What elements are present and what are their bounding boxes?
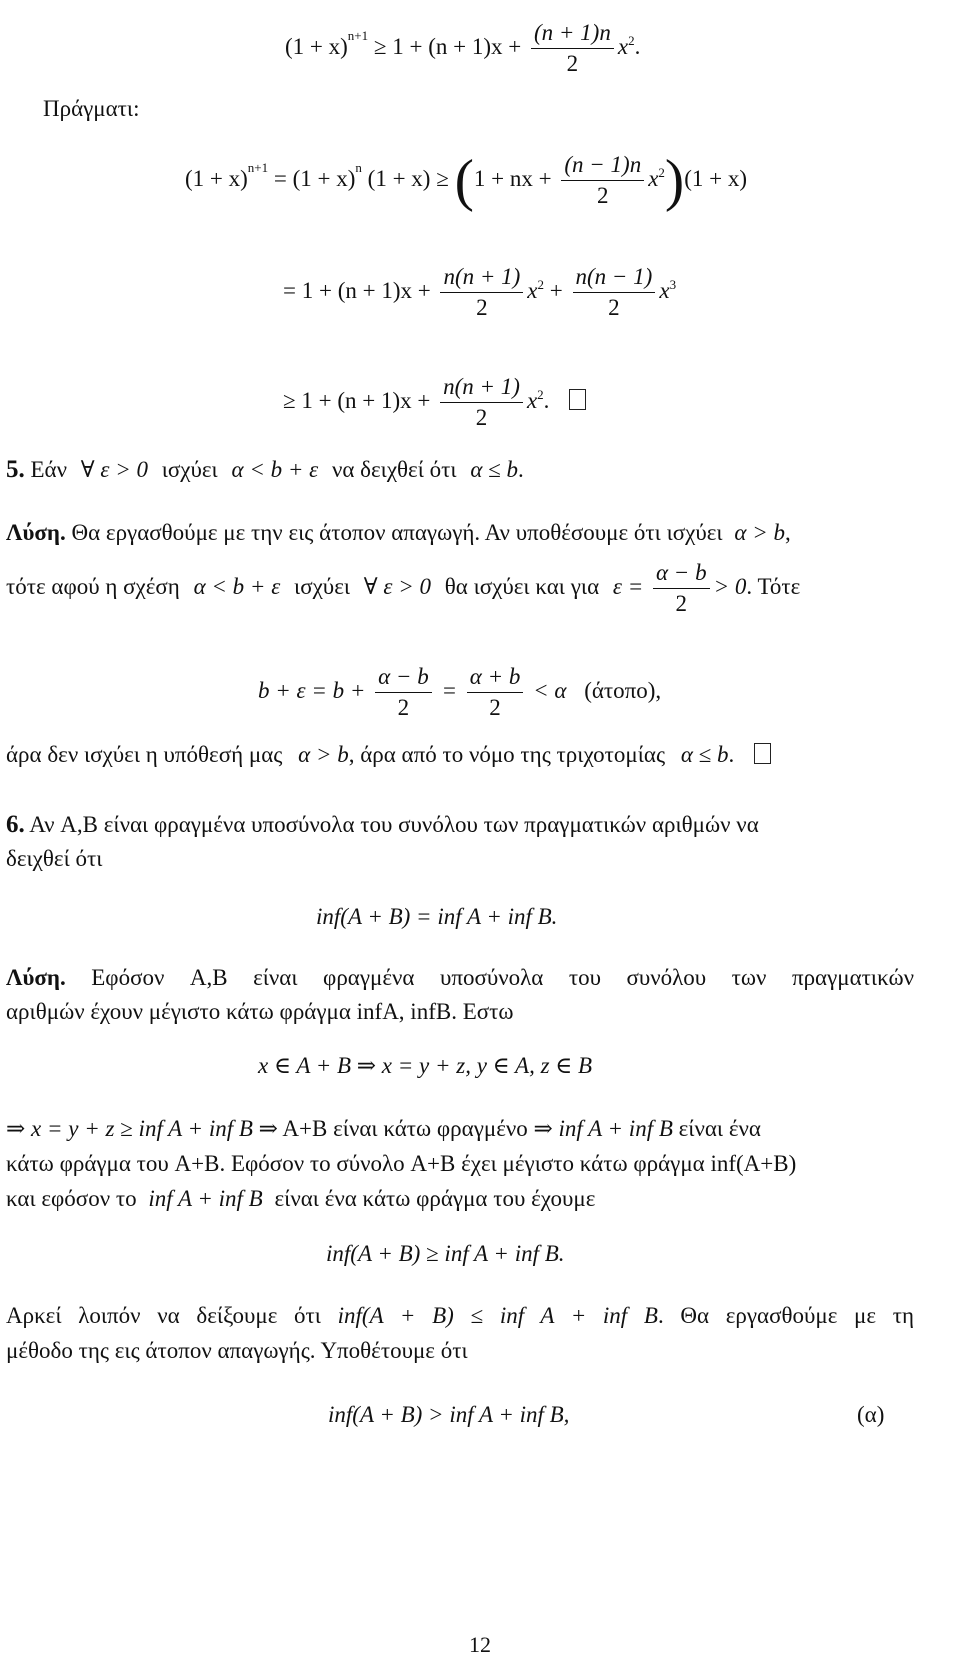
text: . [728,742,735,767]
math: ∀ ε > 0 [363,573,432,599]
formula-part: ≥ [436,165,449,191]
fraction-denominator: 2 [597,183,609,208]
page-number: 12 [469,1632,491,1657]
fraction [440,262,523,323]
formula-part: = 1 + (n + 1)x + [283,277,431,303]
formula-part: . [634,33,641,59]
fraction [561,150,644,211]
formula-part: . [543,387,550,413]
formula-part: ≥ 1 + (n + 1)x + [373,33,522,59]
fraction [573,262,656,323]
fraction-numerator: α − b [375,662,432,693]
fraction [467,662,524,723]
exercise-6-line-1 [6,811,759,839]
fraction-numerator: n(n + 1) [440,372,523,403]
formula-sup: 2 [658,165,665,181]
fraction-denominator: 2 [608,295,620,320]
text: και εφόσον το [6,1186,137,1211]
formula-part: (1 + x) [285,33,348,59]
formula-part: = (1 + x) [273,165,356,191]
solution-5-line-4 [6,741,771,769]
math: < α [533,677,567,703]
math: = [441,677,457,703]
text: . [518,457,524,482]
math: α > b [734,520,785,545]
math: α < b + ε [193,573,281,599]
text: . Τότε [746,573,801,599]
text: , άρα από το νόμο της τριχοτομίας [348,742,666,767]
qed-box-icon [569,389,586,410]
exercise-number: 5. [6,456,25,483]
formula-part: x [526,387,538,413]
formula-part: (1 + x) [367,165,431,191]
solution-6-line-9: μέθοδο της εις άτοπον απαγωγής. Υποθέτουμε ότι [6,1338,468,1363]
left-paren: ( [454,147,474,213]
math: α ≤ b [680,742,729,767]
fraction [653,558,710,619]
math: ⇒ inf A + inf B [533,1116,673,1141]
solution-label: Λύση. [6,520,66,545]
text: θα ισχύει και για [444,573,600,599]
math: b + ε = b + [258,677,366,703]
text: είναι ένα [678,1116,761,1141]
expansion-line-3 [283,372,586,433]
text: Αν A,B είναι φραγμένα υποσύνολα του συνόλου των πραγματικών αριθμών να [29,812,759,837]
fraction-denominator: 2 [476,295,488,320]
math: ∀ ε > 0 [80,457,148,482]
equation-tag: (α) [857,1402,885,1427]
fraction [440,372,523,433]
fraction-numerator: n(n − 1) [573,262,656,293]
solution-5-line-2 [6,558,800,619]
solution-6-line-5: κάτω φράγμα του A+B. Εφόσον το σύνολο A+B έχει μέγιστο κάτω φράγμα inf(A+B) [6,1151,797,1176]
text: Θα εργασθούμε με την εις άτοπον απαγωγή. Αν υποθέσουμε ότι ισχύει [71,520,723,545]
math: inf A + inf B [148,1186,263,1211]
fraction-numerator: α + b [467,662,524,693]
formula-part: x [617,33,629,59]
formula-part: x [659,277,670,303]
text: Εφόσον A,B είναι φραγμένα υποσύνολα του συνόλου των πραγματικών [91,965,914,990]
solution-6-line-2: αριθμών έχουν μέγιστο κάτω φράγμα infA, infB. Εστω [6,999,514,1024]
expansion-line-2 [283,262,676,323]
solution-6-eq1: x ∈ A + B ⇒ x = y + z, y ∈ A, z ∈ B [258,1053,593,1078]
fraction-denominator: 2 [397,695,410,720]
math: α > b [298,742,349,767]
formula-part: + [549,277,563,303]
solution-6-line-6 [6,1185,595,1213]
expansion-line-1 [185,147,748,213]
formula-part: ≥ 1 + (n + 1)x + [283,387,431,413]
solution-5-line-1 [6,519,791,547]
indeed-label: Πράγματι: [43,96,140,121]
fraction-denominator: 2 [566,51,579,76]
formula-part: x [527,277,538,303]
text: είναι ένα κάτω φράγμα του έχουμε [274,1186,596,1211]
text: A+B είναι κάτω φραγμένο [282,1116,528,1141]
right-paren: ) [664,147,685,213]
exercise-number: 6. [6,811,25,838]
formula-part: (1 + x) [185,165,248,191]
fraction-denominator: 2 [489,695,501,720]
fraction-numerator: (n − 1)n [561,150,644,181]
top-inequality [285,18,640,79]
solution-6-line-4 [6,1115,761,1143]
text: Εάν [30,457,67,482]
fraction-denominator: 2 [675,591,688,616]
fraction-numerator: (n + 1)n [531,18,614,49]
text: . Θα εργασθούμε με τη [657,1303,914,1328]
formula-sup: n [355,159,362,175]
text: , [784,520,791,545]
solution-6-eq2: inf(A + B) ≥ inf A + inf B. [326,1241,565,1266]
text: να δειχθεί ότι [331,457,457,482]
formula-sup: n+1 [247,159,269,175]
text: ισχύει [294,573,351,599]
formula-part: (1 + x) [684,165,748,191]
formula-sup: n+1 [347,27,369,43]
fraction-denominator: 2 [475,405,488,430]
solution-5-equation [258,662,661,723]
qed-box-icon [754,743,771,764]
formula-sup: 2 [537,387,544,403]
exercise-6-line-2: δειχθεί ότι [6,846,103,871]
exercise-6-formula: inf(A + B) = inf A + inf B. [316,904,558,929]
math: ⇒ x = y + z ≥ inf A + inf B ⇒ [6,1116,278,1141]
math: α < b + ε [231,457,319,482]
formula-sup: 2 [537,277,545,293]
math: > 0 [713,573,747,599]
text: Αρκεί λοιπόν να δείξουμε ότι [6,1303,321,1328]
solution-label: Λύση. [6,965,66,990]
math: α ≤ b [470,457,519,482]
text: ισχύει [161,457,218,482]
math: inf(A + B) ≤ inf A + inf B [337,1303,658,1328]
fraction-numerator: α − b [653,558,710,589]
solution-6-line-8 [6,1302,914,1330]
text: άρα δεν ισχύει η υπόθεσή μας [6,742,283,767]
exercise-5-statement [6,456,524,484]
text: τότε αφού η σχέση [6,573,180,599]
solution-6-eq3: inf(A + B) > inf A + inf B, [328,1402,570,1427]
formula-part: 1 + nx + [473,165,552,191]
text: (άτοπο), [584,677,662,703]
formula-part: x [648,165,659,191]
fraction-numerator: n(n + 1) [440,262,523,293]
fraction [375,662,432,723]
formula-sup: 3 [669,277,677,293]
formula-sup: 2 [628,33,635,49]
math: ε = [612,573,644,599]
fraction [531,18,614,79]
solution-6-line-1 [6,964,914,992]
